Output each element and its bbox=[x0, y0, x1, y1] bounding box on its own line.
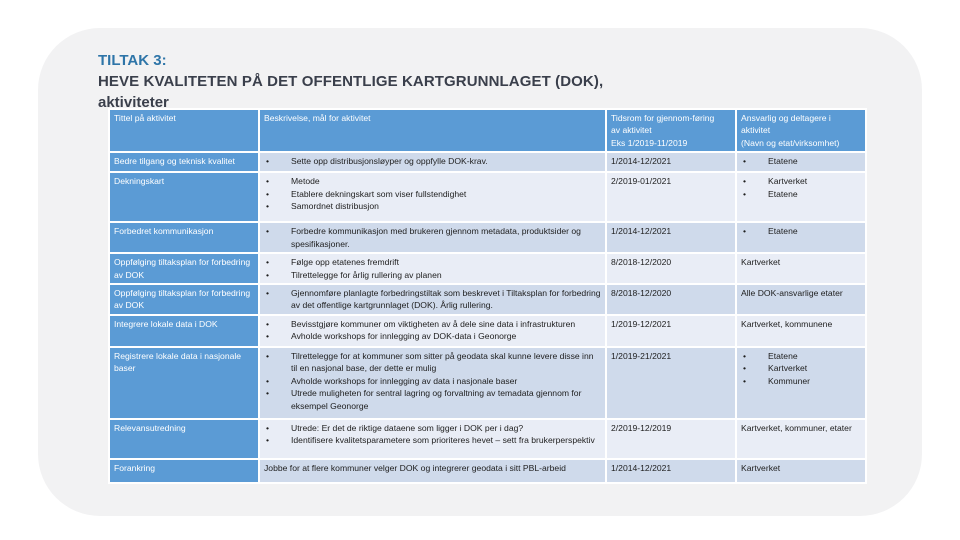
list-item: • Etatene bbox=[741, 155, 861, 167]
row-description bbox=[260, 173, 605, 221]
title-line-3: aktiviteter bbox=[98, 94, 169, 108]
row-period: 2/2019-01/2021 bbox=[607, 173, 735, 221]
table-header-row bbox=[110, 110, 865, 151]
row-title: Oppfølging tiltaksplan for forbedring av DOK bbox=[110, 254, 258, 283]
list-item: • Utrede: Er det de riktige dataene som ligger i DOK per i dag? bbox=[264, 422, 601, 434]
header-responsible: Ansvarlig og deltagere i aktivitet (Navn og etat/virksomhet) bbox=[737, 110, 865, 151]
row-description bbox=[260, 285, 605, 314]
list-item: • Gjennomføre planlagte forbedringstiltak som beskrevet i Tiltaksplan for forbedring av det offentlige kartgrunnlaget (DOK). Årlig rullering. bbox=[264, 287, 601, 312]
list-item: • Samordnet distribusjon bbox=[264, 200, 601, 212]
row-description bbox=[260, 420, 605, 458]
row-responsible: Kartverket bbox=[737, 254, 865, 283]
list-item: • Tilrettelegge for at kommuner som sitter på geodata skal kunne levere disse inn til en nasjonal base, der dette er mulig bbox=[264, 350, 601, 375]
list-item: • Kartverket bbox=[741, 175, 861, 187]
list-item: • Utrede muligheten for sentral lagring og forvaltning av temadata gjennom for eksempel Geonorge bbox=[264, 387, 601, 412]
list-item: • Følge opp etatenes fremdrift bbox=[264, 256, 601, 268]
list-item: • Kommuner bbox=[741, 375, 861, 387]
row-responsible: Kartverket bbox=[737, 460, 865, 482]
row-title: Oppfølging tiltaksplan for forbedring av DOK bbox=[110, 285, 258, 314]
table-row bbox=[110, 223, 865, 252]
row-description bbox=[260, 316, 605, 346]
list-item: • Bevisstgjøre kommuner om viktigheten av å dele sine data i infrastrukturen bbox=[264, 318, 601, 330]
row-period: 1/2019-21/2021 bbox=[607, 348, 735, 418]
row-period: 1/2014-12/2021 bbox=[607, 223, 735, 252]
table-row bbox=[110, 316, 865, 346]
row-period: 1/2019-12/2021 bbox=[607, 316, 735, 346]
row-responsible bbox=[737, 153, 865, 171]
list-item: • Etatene bbox=[741, 225, 861, 237]
slide-title bbox=[98, 51, 603, 108]
row-period: 8/2018-12/2020 bbox=[607, 285, 735, 314]
row-title: Registrere lokale data i nasjonale baser bbox=[110, 348, 258, 418]
list-item: • Avholde workshops for innlegging av DOK-data i Geonorge bbox=[264, 330, 601, 342]
row-description bbox=[260, 348, 605, 418]
row-title: Forankring bbox=[110, 460, 258, 482]
row-responsible bbox=[737, 348, 865, 418]
row-responsible bbox=[737, 223, 865, 252]
row-description bbox=[260, 153, 605, 171]
row-responsible: Kartverket, kommuner, etater bbox=[737, 420, 865, 458]
row-title: Bedre tilgang og teknisk kvalitet bbox=[110, 153, 258, 171]
row-title: Forbedret kommunikasjon bbox=[110, 223, 258, 252]
list-item: • Etatene bbox=[741, 188, 861, 200]
list-item: • Forbedre kommunikasjon med brukeren gjennom metadata, produktsider og spesifikasjoner. bbox=[264, 225, 601, 250]
header-period: Tidsrom for gjennom-føring av aktivitet Eks 1/2019-11/2019 bbox=[607, 110, 735, 151]
list-item: • Etatene bbox=[741, 350, 861, 362]
list-item: • Metode bbox=[264, 175, 601, 187]
activities-table bbox=[108, 108, 867, 484]
list-item: • Kartverket bbox=[741, 362, 861, 374]
list-item: • Sette opp distribusjonsløyper og oppfylle DOK-krav. bbox=[264, 155, 601, 167]
header-description: Beskrivelse, mål for aktivitet bbox=[260, 110, 605, 151]
list-item: • Avholde workshops for innlegging av data i nasjonale baser bbox=[264, 375, 601, 387]
row-description: Jobbe for at flere kommuner velger DOK og integrerer geodata i sitt PBL-arbeid bbox=[260, 460, 605, 482]
table-row bbox=[110, 348, 865, 418]
row-description bbox=[260, 254, 605, 283]
table-row bbox=[110, 254, 865, 283]
title-line-2: HEVE KVALITETEN PÅ DET OFFENTLIGE KARTGRUNNLAGET (DOK), bbox=[98, 73, 604, 90]
row-period: 1/2014-12/2021 bbox=[607, 460, 735, 482]
table-row bbox=[110, 460, 865, 482]
row-responsible: Alle DOK-ansvarlige etater bbox=[737, 285, 865, 314]
table-row bbox=[110, 285, 865, 314]
table-row bbox=[110, 173, 865, 221]
row-period: 8/2018-12/2020 bbox=[607, 254, 735, 283]
row-period: 2/2019-12/2019 bbox=[607, 420, 735, 458]
row-title: Integrere lokale data i DOK bbox=[110, 316, 258, 346]
header-title: Tittel på aktivitet bbox=[110, 110, 258, 151]
list-item: • Etablere dekningskart som viser fullstendighet bbox=[264, 188, 601, 200]
row-responsible bbox=[737, 173, 865, 221]
row-title: Relevansutredning bbox=[110, 420, 258, 458]
row-description bbox=[260, 223, 605, 252]
table-row bbox=[110, 153, 865, 171]
list-item: • Identifisere kvalitetsparametere som prioriteres hevet – sett fra brukerperspektiv bbox=[264, 434, 601, 446]
table-row bbox=[110, 420, 865, 458]
row-period: 1/2014-12/2021 bbox=[607, 153, 735, 171]
title-line-1: TILTAK 3: bbox=[98, 52, 167, 69]
row-responsible: Kartverket, kommunene bbox=[737, 316, 865, 346]
list-item: • Tilrettelegge for årlig rullering av planen bbox=[264, 269, 601, 281]
row-title: Dekningskart bbox=[110, 173, 258, 221]
